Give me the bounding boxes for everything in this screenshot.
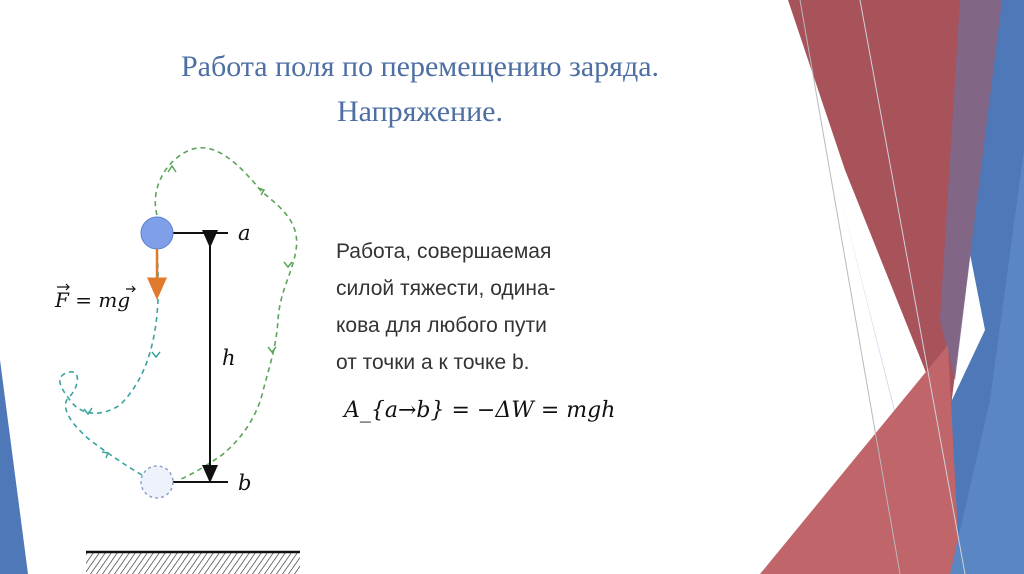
label-b: b [238, 471, 252, 495]
ground-hatch [86, 552, 300, 574]
decor-red-bottom [760, 345, 960, 574]
label-h: h [222, 346, 236, 370]
chevron-icon [268, 347, 276, 352]
chevron-icon [152, 352, 160, 357]
chevron-icon [258, 188, 264, 195]
chevron-icon [284, 262, 292, 267]
force-label: F = mg [55, 288, 131, 312]
formula: A_{a→b} = −ΔW = mgh [344, 398, 616, 423]
body-text-line-1: Работа, совершаемая [336, 240, 552, 263]
chevron-icon [102, 452, 108, 458]
charge-at-a [141, 217, 173, 249]
charge-at-b [141, 466, 173, 498]
slide-subtitle: Напряжение. [336, 95, 503, 128]
chevron-icon [168, 166, 176, 172]
body-text-line-3: кова для любого пути [336, 314, 547, 337]
label-a: a [238, 221, 251, 245]
body-text-line-2: силой тяжести, одина- [336, 277, 556, 300]
body-text-line-4: от точки a к точке b. [336, 351, 530, 374]
path-teal [60, 245, 158, 475]
slide-title: Работа поля по перемещению заряда. [180, 50, 660, 83]
path-green [155, 148, 296, 480]
gravity-work-figure [0, 0, 330, 574]
